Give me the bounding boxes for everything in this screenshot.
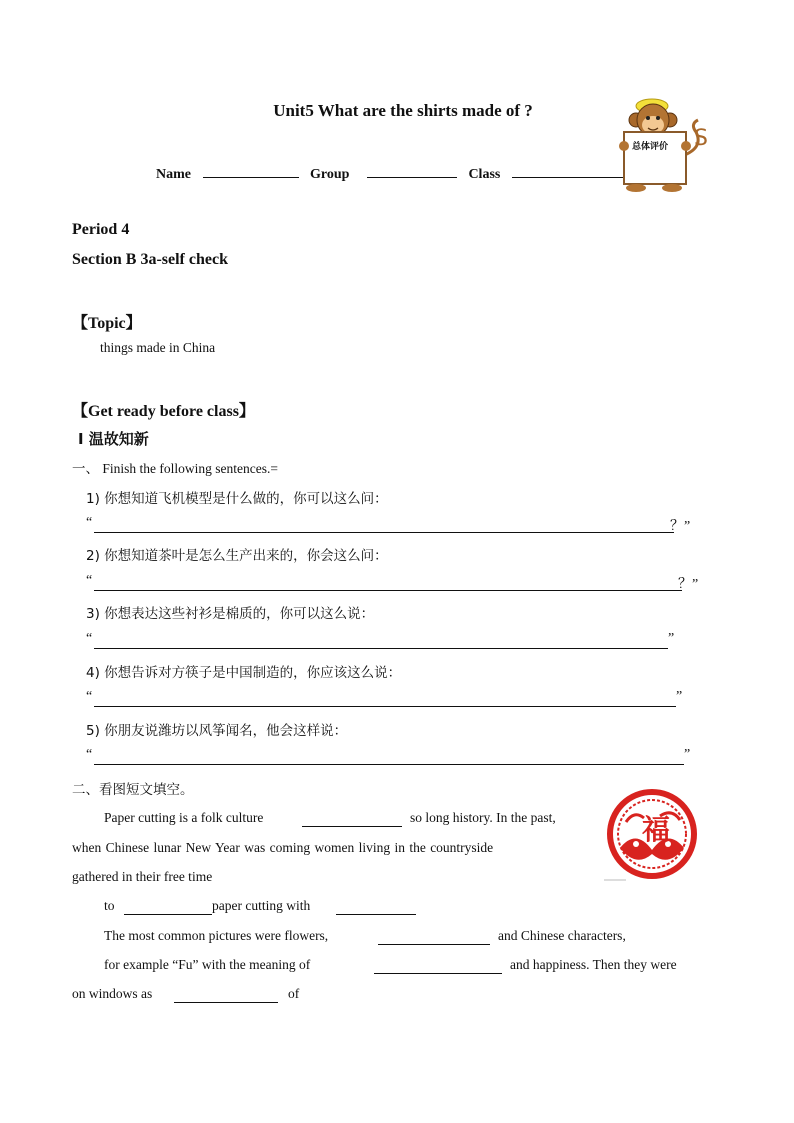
open-quote: “ <box>86 515 93 530</box>
answer-rule <box>94 706 676 707</box>
fu-character: 福 <box>641 813 670 846</box>
passage-line-4b: paper cutting with <box>212 898 311 913</box>
name-label: Name <box>156 167 191 182</box>
passage-line-1a: Paper cutting is a folk culture <box>104 810 264 825</box>
close-mark: ？” <box>670 519 691 534</box>
answer-line[interactable] <box>86 747 706 767</box>
topic-text: things made in China <box>100 340 216 355</box>
question-prompt: 4) 你想告诉对方筷子是中国制造的，你应该这么说： <box>86 665 402 681</box>
passage-line-6a: for example “Fu” with the meaning of <box>104 957 311 972</box>
badge-label: 总体评价 <box>632 142 669 152</box>
question-prompt: 5) 你朋友说潍坊以风筝闻名，他会这样说： <box>86 723 348 739</box>
blank-4[interactable] <box>378 930 490 945</box>
passage-line-4a: to <box>104 898 115 913</box>
page-title: Unit5 What are the shirts made of ? <box>273 101 533 120</box>
close-mark: ” <box>684 747 691 762</box>
blank-3[interactable] <box>336 900 416 915</box>
question-prompt: 2) 你想知道茶叶是怎么生产出来的，你会这么问： <box>86 548 388 564</box>
class-label: Class <box>468 167 501 182</box>
answer-rule <box>94 764 684 765</box>
answer-rule <box>94 532 674 533</box>
blank-2[interactable] <box>124 900 212 915</box>
passage-line-7a: on windows as <box>72 986 153 1001</box>
close-mark: ” <box>676 689 683 704</box>
group-field[interactable] <box>367 163 457 178</box>
answer-rule <box>94 648 668 649</box>
answer-line[interactable] <box>86 515 698 535</box>
answer-line[interactable] <box>86 573 706 593</box>
blank-6[interactable] <box>174 988 278 1003</box>
close-mark: ” <box>668 631 675 646</box>
answer-line[interactable] <box>86 689 696 709</box>
passage-line-7b: of <box>288 986 300 1001</box>
blank-5[interactable] <box>374 959 502 974</box>
open-quote: “ <box>86 631 93 646</box>
answer-line[interactable] <box>86 631 686 651</box>
ready-subheading: I 温故知新 <box>78 430 149 448</box>
close-mark: ？” <box>678 577 699 592</box>
ready-heading: 【Get ready before class】 <box>72 403 255 420</box>
blank-1[interactable] <box>302 812 402 827</box>
passage-line-5b: and Chinese characters, <box>498 928 626 943</box>
section-heading: Section B 3a-self check <box>72 251 228 268</box>
period-heading: Period 4 <box>72 221 130 238</box>
topic-heading: 【Topic】 <box>72 315 142 332</box>
answer-rule <box>94 590 682 591</box>
class-field[interactable] <box>512 163 624 178</box>
passage-line-1b: so long history. In the past, <box>410 810 556 825</box>
open-quote: “ <box>86 573 93 588</box>
passage-line-6b: and happiness. Then they were <box>510 957 677 972</box>
question-prompt: 1) 你想知道飞机模型是什么做的，你可以这么问： <box>86 491 388 507</box>
passage-line-3: gathered in their free time <box>72 869 213 884</box>
passage-line-5a: The most common pictures were flowers, <box>104 928 329 943</box>
passage-line-2: when Chinese lunar New Year was coming women living in the countryside <box>72 840 494 855</box>
part1-heading: 一、 Finish the following sentences.= <box>72 461 278 476</box>
question-prompt: 3) 你想表达这些衬衫是棉质的，你可以这么说： <box>86 606 375 622</box>
badge-letter: S <box>694 126 708 151</box>
open-quote: “ <box>86 689 93 704</box>
name-field[interactable] <box>203 163 299 178</box>
open-quote: “ <box>86 747 93 762</box>
name-row <box>156 163 624 183</box>
part2-heading: 二、看图短文填空。 <box>72 782 194 798</box>
group-label: Group <box>310 167 350 182</box>
